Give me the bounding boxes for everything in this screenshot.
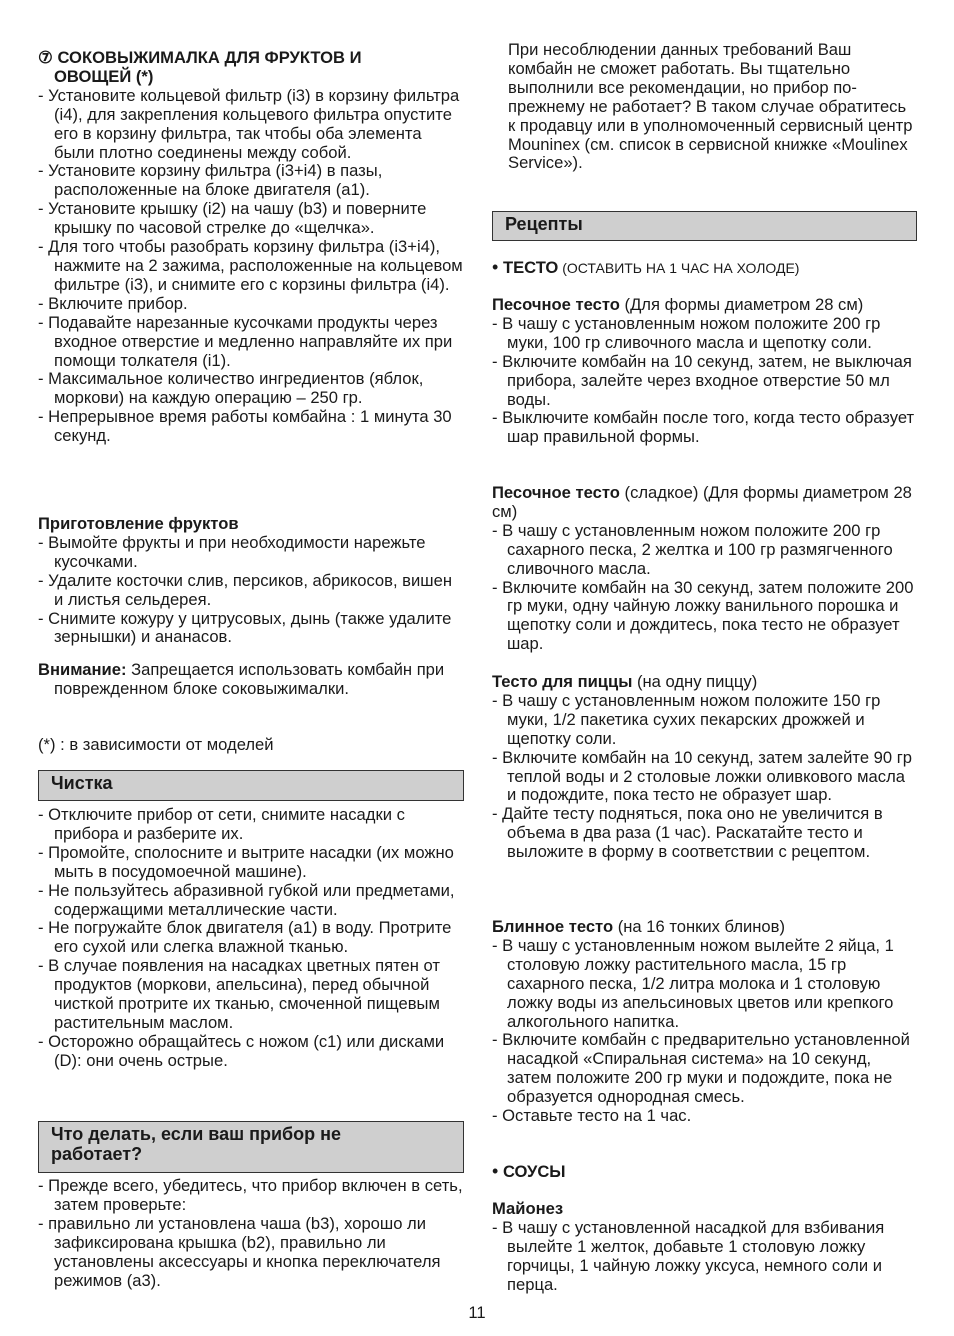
footnote-text: (*) : в зависимости от моделей	[38, 735, 274, 754]
list-item: - Не погружайте блок двигателя (a1) в воду. Протрите его сухой или слегка влажной тканью.	[38, 918, 452, 957]
list-item: - Максимальное количество ингредиентов (яблок, моркови) на каждую операцию – 250 гр.	[38, 369, 424, 408]
list-item: - В чашу с установленным ножом положите 200 гр муки, 100 гр сливочного масла и щепотку соли.	[492, 313, 881, 352]
cleaning-header	[38, 770, 464, 801]
list-item: - Для того чтобы разобрать корзину фильтра (i3+i4), нажмите на 2 зажима, расположенные на кольцевом фильтре (i3), и снимите его с корзины фильтра (i4).	[38, 237, 463, 294]
list-item: - В чашу с установленным ножом положите 200 гр сахарного песка, 2 желтка и 100 гр размягченного сливочного масла.	[492, 520, 893, 578]
cleaning-header-text: Чистка	[51, 773, 113, 793]
list-item: - В чашу с установленным ножом вылейте 2 яйца, 1 столовую ложку растительного масла, 15 гр сахарного песка, 1/2 литра молока и 1 столовую ложку воды из апельсиновых цветов или крепкого алкогольного напитка.	[492, 935, 894, 1031]
list-item: - Включите комбайн на 30 секунд, затем положите 200 гр муки, одну чайную ложку ванильного порошка и щепотку соли и дождитесь, пока тесто не образует шар.	[492, 577, 914, 654]
juicer-title-line2: ОВОЩЕЙ (*)	[54, 66, 154, 86]
list-item: - Включите комбайн на 10 секунд, затем залейте 90 гр теплой воды и 2 столовые ложки оливкового масла и подождите, пока тесто не образует шар.	[492, 747, 913, 805]
dough-title: ТЕСТО	[502, 258, 559, 277]
pizza-recipe	[492, 673, 917, 862]
juicer-title-line1: ⑦ СОКОВЫЖИМАЛКА ДЛЯ ФРУКТОВ И	[38, 48, 362, 67]
recipe-title: Песочное тесто	[492, 295, 620, 314]
list-item: - Осторожно обращайтесь с ножом (c1) или дисками (D): они очень острые.	[38, 1031, 445, 1070]
intro-paragraph: При несоблюдении данных требований Ваш комбайн не сможет работать. Вы тщательно выполнили все рекомендации, но прибор по-прежнему не работает? В таком случае обратитесь к продавцу или в уполномоченный сервисный центр Mouninex (см. список в сервисной книжке «Moulinex Service»).	[508, 40, 913, 173]
footnote	[38, 736, 464, 755]
list-item: - Вымойте фрукты и при необходимости нарежьте кусочками.	[38, 532, 426, 571]
trouble-header-line2: работает?	[51, 1144, 143, 1164]
recipes-header-text: Рецепты	[505, 214, 583, 234]
recipe-title: Тесто для пиццы	[492, 672, 633, 691]
shortcrust-recipe	[492, 296, 917, 447]
list-item: - Не пользуйтесь абразивной губкой или предметами, содержащими металлические части.	[38, 880, 455, 919]
fruit-prep-section	[38, 515, 464, 647]
list-item: - Удалите косточки слив, персиков, абрикосов, вишен и листья сельдерея.	[38, 570, 452, 609]
sauces-heading	[492, 1162, 917, 1182]
list-item: - Снимите кожуру у цитрусовых, дынь (также удалите зернышки) и ананасов.	[38, 608, 452, 647]
warning-label: Внимание:	[38, 660, 127, 679]
page-number: 11	[468, 1303, 486, 1322]
juicer-section	[38, 49, 464, 446]
list-item: - правильно ли установлена чаша (b3), хорошо ли зафиксирована крышка (b2), правильно ли установлены аксессуары и кнопка переключателя режимов (a3).	[38, 1213, 441, 1290]
recipe-title: Песочное тесто	[492, 483, 620, 502]
list-item: - Выключите комбайн после того, когда тесто образует шар правильной формы.	[492, 408, 915, 447]
list-item: - Установите крышку (i2) на чашу (b3) и поверните крышку по часовой стрелке до «щелчка».	[38, 199, 427, 238]
recipe-subtitle: (сладкое) (Для формы диаметром 28 см)	[492, 483, 912, 521]
recipes-header	[492, 211, 917, 241]
fruit-prep-title: Приготовление фруктов	[38, 514, 239, 533]
list-item: - В случае появления на насадках цветных пятен от продуктов (моркови, апельсина), перед обычной чисткой протрите их тканью, смоченной пищевым растительным маслом.	[38, 956, 441, 1032]
intro-text	[492, 41, 917, 173]
list-item: - Прежде всего, убедитесь, что прибор включен в сеть, затем проверьте:	[38, 1176, 463, 1214]
bullet-icon: •	[492, 257, 499, 277]
trouble-section	[38, 1177, 464, 1290]
list-item: - Установите кольцевой фильтр (i3) в корзину фильтра (i4), для закрепления кольцевого фильтра опустите его в корзину фильтра, так чтобы оба элемента были плотно соединены между собой.	[38, 85, 460, 162]
sauces-title: СОУСЫ	[502, 1162, 566, 1181]
list-item: - Включите прибор.	[38, 293, 188, 313]
list-item: - Подавайте нарезанные кусочками продукты через входное отверстие и медленно направляйте их при помощи толкателя (i1).	[38, 312, 453, 370]
trouble-header	[38, 1121, 464, 1173]
dough-note: (ОСТАВИТЬ НА 1 ЧАС НА ХОЛОДЕ)	[558, 260, 800, 276]
mayonnaise-recipe	[492, 1200, 917, 1295]
recipe-subtitle: (на одну пиццу)	[632, 672, 758, 691]
trouble-header-line1: Что делать, если ваш прибор не	[51, 1124, 342, 1144]
list-item: - Включите комбайн на 10 секунд, затем, не выключая прибора, залейте через входное отверстие 50 мл воды.	[492, 351, 912, 409]
list-item: - Включите комбайн с предварительно установленной насадкой «Спиральная система» на 10 секунд, затем положите 200 гр муки и подождите, пока не образуется однородная смесь.	[492, 1030, 910, 1107]
list-item: - Установите корзину фильтра (i3+i4) в пазы, расположенные на блоке двигателя (a1).	[38, 161, 383, 200]
recipe-title: Майонез	[492, 1199, 564, 1218]
warning-note	[38, 661, 464, 699]
recipe-subtitle: (на 16 тонких блинов)	[613, 917, 786, 936]
list-item: - Отключите прибор от сети, снимите насадки с прибора и разберите их.	[38, 805, 405, 843]
recipe-subtitle: (Для формы диаметром 28 см)	[619, 295, 864, 314]
warning-text: Запрещается использовать комбайн при поврежденном блоке соковыжималки.	[54, 660, 445, 698]
list-item: - Непрерывное время работы комбайна : 1 минута 30 секунд.	[38, 407, 452, 446]
list-item: - Дайте тесту подняться, пока оно не увеличится в объема в два раза (1 час). Раскатайте тесто и выложите в форму в соответствии с рецептом.	[492, 804, 883, 862]
crepe-recipe	[492, 918, 917, 1126]
recipe-title: Блинное тесто	[492, 917, 614, 936]
list-item: - В чашу с установленным ножом положите 150 гр муки, 1/2 пакетика сухих пекарских дрожжей и щепотку соли.	[492, 690, 881, 748]
list-item: - Оставьте тесто на 1 час.	[492, 1106, 692, 1126]
sweet-shortcrust-recipe	[492, 484, 917, 654]
bullet-icon: •	[492, 1161, 499, 1181]
list-item: - Промойте, сполосните и вытрите насадки (их можно мыть в посудомоечной машине).	[38, 842, 454, 881]
dough-heading	[492, 258, 917, 278]
cleaning-section	[38, 806, 464, 1071]
list-item: - В чашу с установленной насадкой для взбивания вылейте 1 желток, добавьте 1 столовую ложку горчицы, 1 чайную ложку уксуса, немного соли и перца.	[492, 1217, 885, 1294]
